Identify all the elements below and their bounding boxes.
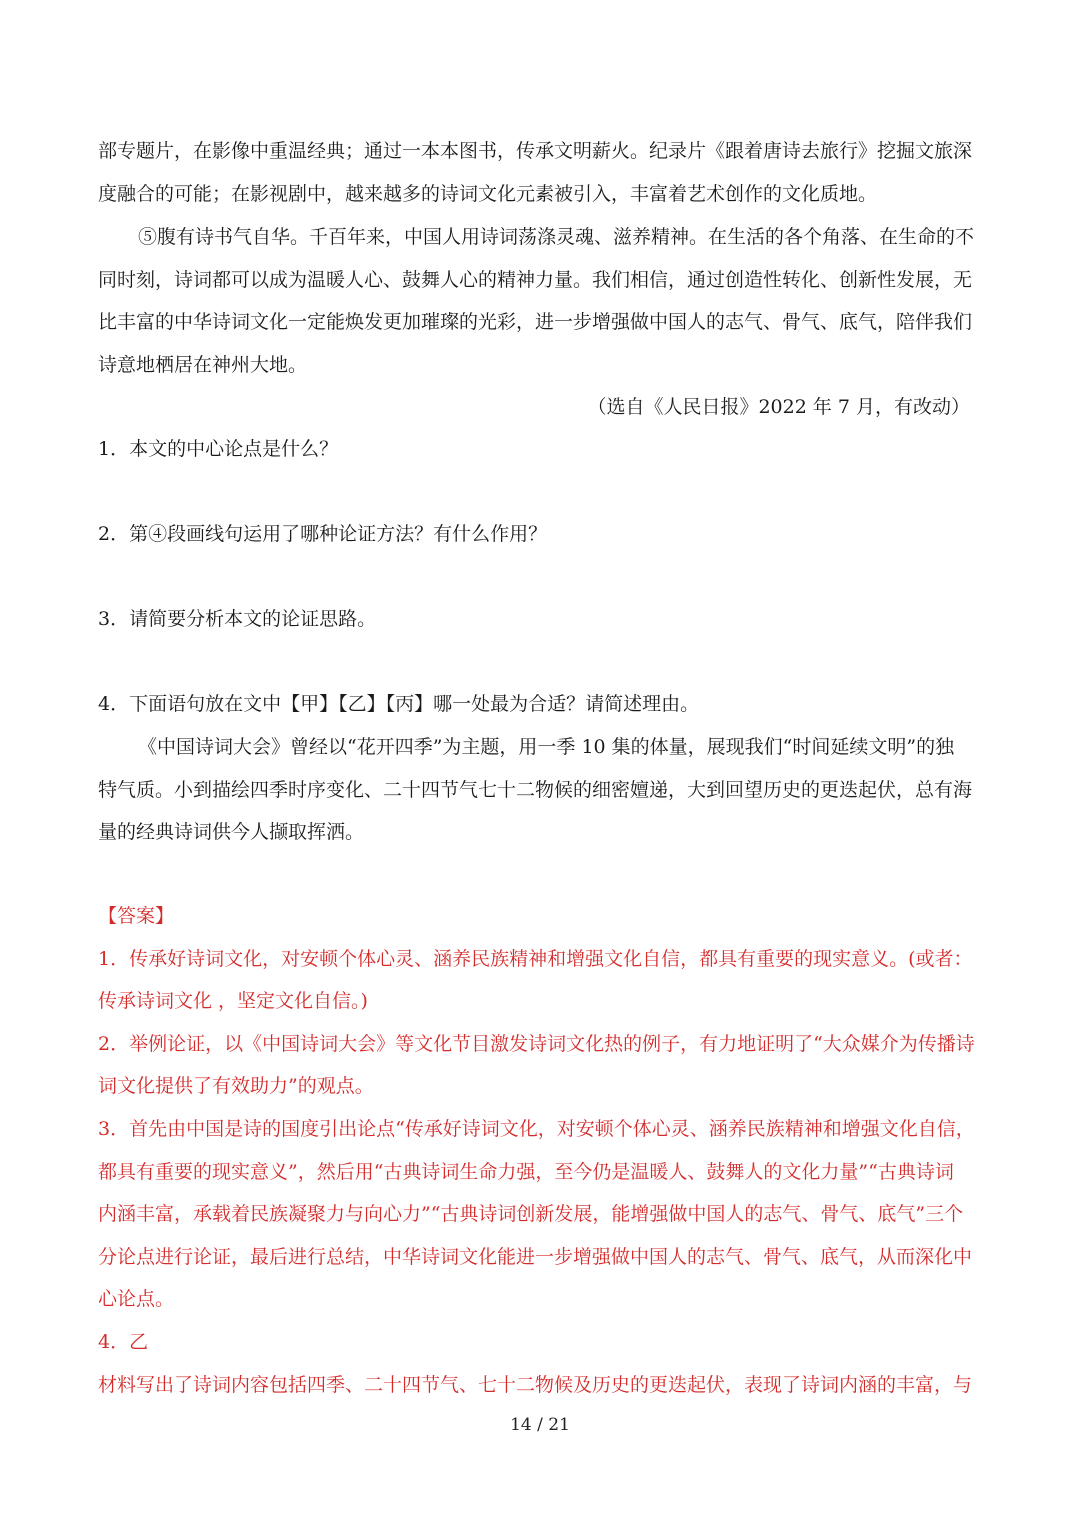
answer-line: 1．传承好诗词文化，对安顿个体心灵、涵养民族精神和增强文化自信，都具有重要的现实意义。(或者： bbox=[98, 947, 973, 970]
question-1: 1．本文的中心论点是什么？ bbox=[98, 438, 339, 460]
text-line: ⑤腹有诗书气自华。千百年来，中国人用诗词荡涤灵魂、滋养精神。在生活的各个角落、在生命的不 bbox=[138, 226, 975, 248]
answer-line: 材料写出了诗词内容包括四季、二十四节气、七十二物候及历史的更迭起伏，表现了诗词内涵的丰富，与 bbox=[98, 1373, 973, 1396]
answer-line: 心论点。 bbox=[98, 1288, 175, 1311]
question-4: 4．下面语句放在文中【甲】【乙】【丙】哪一处最为合适？请简述理由。 bbox=[98, 693, 700, 715]
paragraph-5 bbox=[98, 216, 982, 386]
answer-line: 2．举例论证，以《中国诗词大会》等文化节目激发诗词文化热的例子，有力地证明了“大众媒介为传播诗 bbox=[98, 1032, 975, 1055]
answer-heading: 【答案】 bbox=[98, 905, 175, 927]
question-2: 2．第④段画线句运用了哪种论证方法？有什么作用？ bbox=[98, 523, 548, 545]
text-line: 《中国诗词大会》曾经以“花开四季”为主题，用一季 10 集的体量，展现我们“时间延续文明”的独 bbox=[138, 736, 955, 758]
text-line: 比丰富的中华诗词文化一定能焕发更加璀璨的光彩，进一步增强做中国人的志气、骨气、底气，陪伴我们 bbox=[98, 311, 973, 334]
page-number: 14 / 21 bbox=[510, 1415, 570, 1435]
answer-line: 传承诗词文化 ，坚定文化自信。) bbox=[98, 990, 368, 1013]
answer-line: 分论点进行论证，最后进行总结，中华诗词文化能进一步增强做中国人的志气、骨气、底气，从而深化中 bbox=[98, 1245, 973, 1268]
quoted-material bbox=[98, 726, 982, 854]
answer-line: 词文化提供了有效助力”的观点。 bbox=[98, 1075, 374, 1098]
top-paragraph bbox=[98, 130, 982, 215]
text-line: 同时刻，诗词都可以成为温暖人心、鼓舞人心的精神力量。我们相信，通过创造性转化、创新性发展，无 bbox=[98, 268, 973, 291]
text-line: 诗意地栖居在神州大地。 bbox=[98, 353, 308, 376]
source-citation: （选自《人民日报》2022 年 7 月，有改动） bbox=[587, 396, 970, 418]
answer-line: 4．乙 bbox=[98, 1330, 149, 1353]
answer-line: 都具有重要的现实意义”，然后用“古典诗词生命力强，至今仍是温暖人、鼓舞人的文化力量”“古典诗词 bbox=[98, 1160, 954, 1183]
text-line: 特气质。小到描绘四季时序变化、二十四节气七十二物候的细密嬗递，大到回望历史的更迭起伏，总有海 bbox=[98, 778, 973, 801]
text-line: 部专题片，在影像中重温经典；通过一本本图书，传承文明薪火。纪录片《跟着唐诗去旅行》挖掘文旅深 bbox=[98, 140, 973, 162]
text-line: 度融合的可能；在影视剧中，越来越多的诗词文化元素被引入，丰富着艺术创作的文化质地。 bbox=[98, 182, 878, 205]
question-3: 3．请简要分析本文的论证思路。 bbox=[98, 608, 377, 630]
text-line: 量的经典诗词供今人撷取挥洒。 bbox=[98, 821, 365, 844]
answer-line: 内涵丰富，承载着民族凝聚力与向心力”“古典诗词创新发展，能增强做中国人的志气、骨气、底气”三个 bbox=[98, 1203, 964, 1226]
answer-section bbox=[98, 895, 988, 1406]
answer-line: 3．首先由中国是诗的国度引出论点“传承好诗词文化，对安顿个体心灵、涵养民族精神和增强文化自信， bbox=[98, 1117, 975, 1140]
